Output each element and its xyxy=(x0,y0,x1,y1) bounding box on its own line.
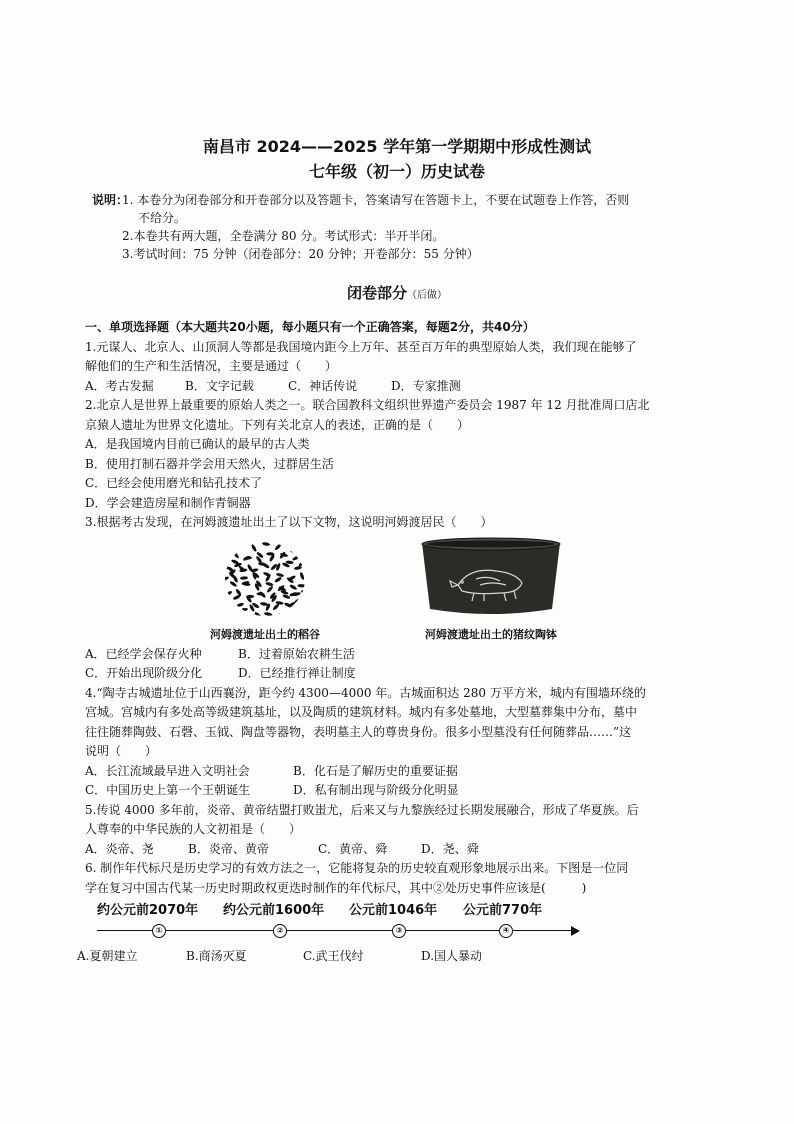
q6-option-a: A.夏朝建立 xyxy=(77,949,138,963)
q5-option-a: A．炎帝、尧 xyxy=(85,841,154,856)
q4-option-b: B．化石是了解历史的重要证据 xyxy=(293,763,458,778)
q6-option-b: B.商汤灭夏 xyxy=(186,949,247,963)
timeline-mark-4: ④ xyxy=(499,924,513,938)
q6-option-c: C.武王伐纣 xyxy=(303,949,364,963)
pig-pottery-image xyxy=(418,535,564,619)
q4-stem-4: 说明（ ） xyxy=(85,744,158,758)
q1-stem-1: 1.元谋人、北京人、山顶洞人等都是我国境内距今上万年、甚至百万年的典型原始人类，我们现在能够了 xyxy=(85,339,637,354)
questions xyxy=(77,318,685,971)
q1-option-b: B．文字记载 xyxy=(185,378,254,393)
q1-option-a: A．考古发掘 xyxy=(85,378,154,393)
rice-figure xyxy=(190,539,340,645)
q3-options-row-1 xyxy=(85,645,685,665)
timeline-arrow-icon xyxy=(571,926,580,936)
q5-option-c: C．黄帝、舜 xyxy=(318,841,388,856)
q1-options xyxy=(85,377,685,397)
timeline-mark-3: ③ xyxy=(392,924,406,938)
q3-option-c: C．开始出现阶级分化 xyxy=(85,666,203,680)
instruction-1: 1. 本卷分为闭卷部分和开卷部分以及答题卡，答案请写在答题卡上，不要在试题卷上作答，否则 xyxy=(122,193,630,207)
part-heading: 一、单项选择题（本大题共20小题，每小题只有一个正确答案，每题2分，共40分） xyxy=(85,320,535,334)
q1-stem-2: 解他们的生产和生活情况，主要是通过（ ） xyxy=(85,359,338,373)
q3-options-row-2 xyxy=(85,664,685,684)
exam-subtitle: 七年级（初一）历史试卷 xyxy=(308,162,485,181)
instructions-label: 说明： xyxy=(92,193,129,207)
q4-option-c: C．中国历史上第一个王朝诞生 xyxy=(85,783,251,797)
q5-options xyxy=(85,840,685,860)
q6-stem-2: 学在复习中国古代某一历史时期政权更迭时制作的年代标尺，其中②处历史事件应该是( ) xyxy=(85,880,587,895)
rice-caption: 河姆渡遗址出土的稻谷 xyxy=(210,628,320,641)
instruction-1-cont: 不给分。 xyxy=(138,211,187,225)
q2-option-a: A．是我国境内目前已确认的最早的古人类 xyxy=(85,437,310,451)
q5-option-b: B．炎帝、黄帝 xyxy=(188,841,269,856)
q6-stem-1: 6. 制作年代标尺是历史学习的有效方法之一，它能将复杂的历史较直观形象地展示出来。下图是一位同 xyxy=(85,861,629,875)
q1-option-d: D．专家推测 xyxy=(391,378,461,393)
pottery-caption: 河姆渡遗址出土的猪纹陶钵 xyxy=(425,628,557,641)
q4-options-row-1 xyxy=(85,762,685,782)
timeline-date-4: 公元前770年 xyxy=(463,903,543,918)
exam-title: 南昌市 2024——2025 学年第一学期期中形成性测试 xyxy=(202,137,592,156)
q3-figures xyxy=(85,533,685,645)
instruction-3: 3.考试时间：75 分钟（闭卷部分：20 分钟；开卷部分：55 分钟） xyxy=(122,247,479,261)
instructions xyxy=(92,191,692,263)
q4-stem-3: 往往随葬陶鼓、石磬、玉钺、陶盘等器物，表明墓主人的尊贵身份。很多小型墓没有任何随葬品……”这 xyxy=(85,724,632,739)
q1-option-c: C．神话传说 xyxy=(288,378,358,393)
q2-option-c: C．已经会使用磨光和钻孔技术了 xyxy=(85,476,263,490)
timeline-mark-2: ② xyxy=(273,924,287,938)
q2-option-b: B．使用打制石器并学会用天然火，过群居生活 xyxy=(85,456,334,471)
q4-option-a: A．长江流域最早进入文明社会 xyxy=(85,763,250,778)
timeline-date-2: 约公元前1600年 xyxy=(223,903,325,918)
q4-options-row-2 xyxy=(85,781,685,801)
rice-grains-image xyxy=(220,539,310,619)
q5-stem-1: 5.传说 4000 多年前，炎帝、黄帝结盟打败蚩尤，后来又与九黎族经过长期发展融合，形成了华夏族。后 xyxy=(85,802,639,817)
q3-option-a: A．已经学会保存火种 xyxy=(85,646,202,661)
section-heading xyxy=(0,282,794,303)
q2-option-d: D．学会建造房屋和制作青铜器 xyxy=(85,495,251,510)
q4-stem-2: 宫城。宫城内有多处高等级建筑基址，以及陶质的建筑材料。城内有多处墓地，大型墓葬集中分布，墓中 xyxy=(85,705,638,719)
pottery-figure xyxy=(401,535,581,645)
instruction-2: 2.本卷共有两大题，全卷满分 80 分。考试形式：半开半闭。 xyxy=(122,229,445,243)
section-title: 闭卷部分 xyxy=(346,284,407,302)
q2-stem-1: 2.北京人是世界上最重要的原始人类之一。联合国教科文组织世界遗产委员会 1987 年 12 月批准周口店北 xyxy=(85,398,650,412)
q3-option-d: D．已经推行禅让制度 xyxy=(238,666,356,680)
q3-option-b: B．过着原始农耕生活 xyxy=(238,646,355,661)
q3-stem: 3.根据考古发现，在河姆渡遗址出土了以下文物，这说明河姆渡居民（ ） xyxy=(85,515,493,529)
q5-option-d: D．尧、舜 xyxy=(421,841,479,856)
q4-stem-1: 4.“陶寺古城遗址位于山西襄汾，距今约 4300—4000 年。古城面积达 280 万平方米，城内有围墙环绕的 xyxy=(85,685,646,700)
q6-option-d: D.国人暴动 xyxy=(421,949,483,963)
section-subtitle: （后做） xyxy=(407,290,447,301)
q2-stem-2: 京猿人遗址为世界文化遗址。下列有关北京人的表述，正确的是（ ） xyxy=(85,417,470,432)
timeline-date-1: 约公元前2070年 xyxy=(97,903,199,918)
timeline-date-3: 公元前1046年 xyxy=(349,903,438,918)
q4-option-d: D．私有制出现与阶级分化明显 xyxy=(293,783,459,797)
timeline-mark-1: ① xyxy=(152,924,166,938)
q5-stem-2: 人尊奉的中华民族的人文初祖是（ ） xyxy=(85,822,302,836)
q6-timeline xyxy=(77,901,685,971)
